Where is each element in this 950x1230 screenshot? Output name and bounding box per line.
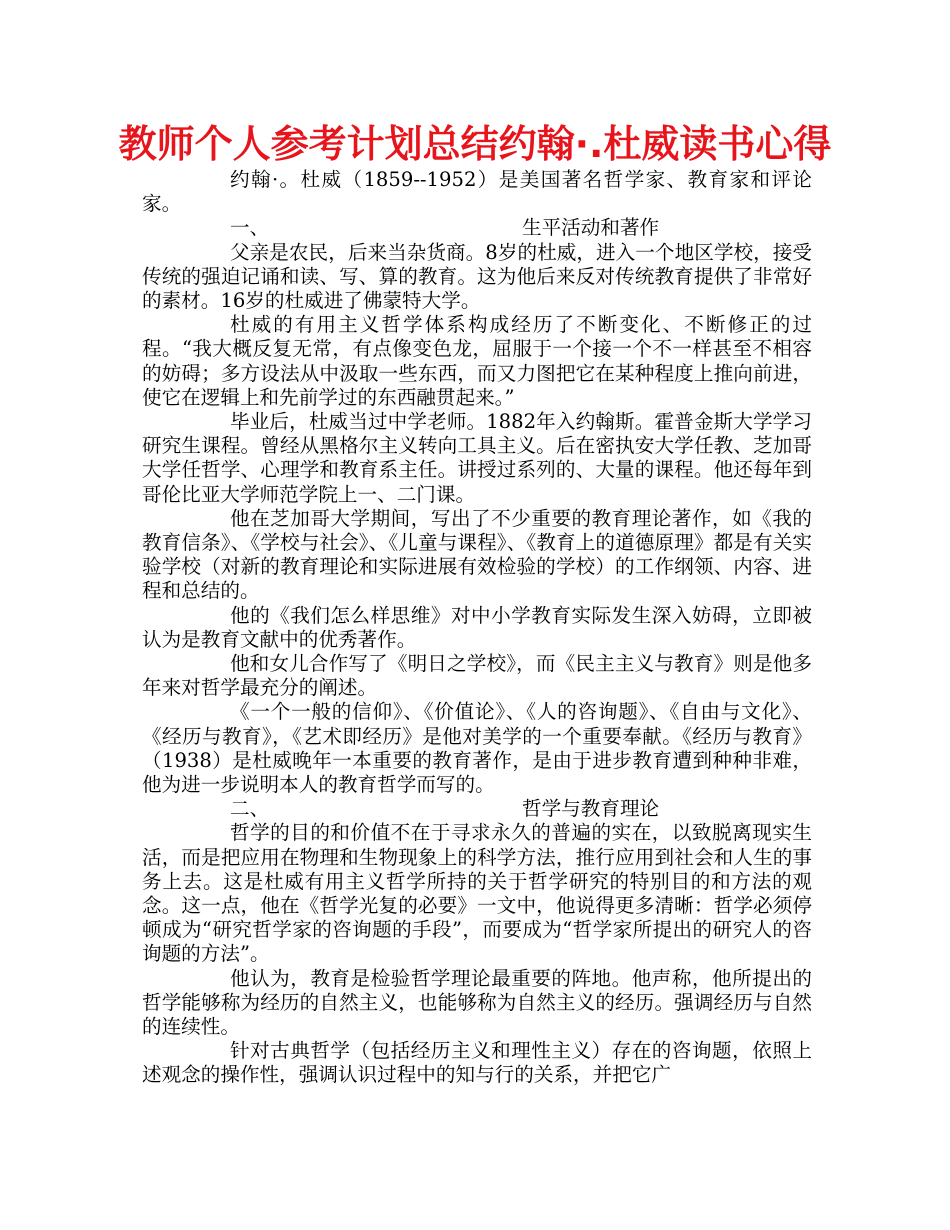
paragraph: 他在芝加哥大学期间，写出了不少重要的教育理论著作，如《我的教育信条》、《学校与社会》、《儿童与课程》、《教育上的道德原理》都是有关实验学校（对新的教育理论和实际进展有效检验的学校）的工作纲领、内容、进程和总结的。: [142, 506, 812, 603]
section-number: 二、: [230, 797, 270, 821]
section-heading-2: [142, 797, 812, 821]
section-heading-1: [142, 216, 812, 240]
paragraph: 杜威的有用主义哲学体系构成经历了不断变化、不断修正的过程。“我大概反复无常，有点像变色龙，屈服于一个接一个不一样甚至不相容的妨碍；多方设法从中汲取一些东西，而又力图把它在某种程度上推向前进，使它在逻辑上和先前学过的东西融贯起来。”: [142, 313, 812, 409]
paragraph: 父亲是农民，后来当杂货商。8岁的杜威，进入一个地区学校，接受传统的强迫记诵和读、写、算的教育。这为他后来反对传统教育提供了非常好的素材。16岁的杜威进了佛蒙特大学。: [142, 240, 812, 312]
paragraph: 针对古典哲学（包括经历主义和理性主义）存在的咨询题，依照上述观念的操作性，强调认识过程中的知与行的关系，并把它广: [142, 1039, 812, 1087]
document-title: 教师个人参考计划总结约翰·.杜威读书心得: [118, 122, 832, 166]
paragraph: 他和女儿合作写了《明日之学校》，而《民主主义与教育》则是他多年来对哲学最充分的阐述。: [142, 652, 812, 700]
paragraph: 他认为，教育是检验哲学理论最重要的阵地。他声称，他所提出的哲学能够称为经历的自然主义，也能够称为自然主义的经历。强调经历与自然的连续性。: [142, 966, 812, 1039]
paragraph: 他的《我们怎么样思维》对中小学教育实际发生深入妨碍，立即被认为是教育文献中的优秀著作。: [142, 603, 812, 651]
paragraph: 哲学的目的和价值不在于寻求永久的普遍的实在，以致脱离现实生活，而是把应用在物理和生物现象上的科学方法，推行应用到社会和人生的事务上去。这是杜威有用主义哲学所持的关于哲学研究的特别目的和方法的观念。这一点，他在《哲学光复的必要》一文中，他说得更多清晰：哲学必须停顿成为“研究哲学家的咨询题的手段”，而要成为“哲学家所提出的研究人的咨询题的方法”。: [142, 821, 812, 966]
section-heading-text: 生平活动和著作: [522, 216, 660, 240]
paragraph: 《一个一般的信仰》、《价值论》、《人的咨询题》、《自由与文化》、《经历与教育》，《艺术即经历》是他对美学的一个重要奉献。《经历与教育》（1938）是杜威晚年一本重要的教育著作，是由于进步教育遭到种种非难，他为进一步说明本人的教育哲学而写的。: [142, 700, 812, 797]
section-number: 一、: [230, 216, 270, 240]
section-heading-text: 哲学与教育理论: [522, 797, 660, 821]
intro-paragraph: 约翰·。杜威（1859--1952）是美国著名哲学家、教育家和评论家。: [142, 168, 812, 216]
paragraph: 毕业后，杜威当过中学老师。1882年入约翰斯。霍普金斯大学学习研究生课程。曾经从黑格尔主义转向工具主义。后在密执安大学任教、芝加哥大学任哲学、心理学和教育系主任。讲授过系列的、大量的课程。他还每年到哥伦比亚大学师范学院上一、二门课。: [142, 410, 812, 506]
document-body: [142, 168, 812, 1088]
